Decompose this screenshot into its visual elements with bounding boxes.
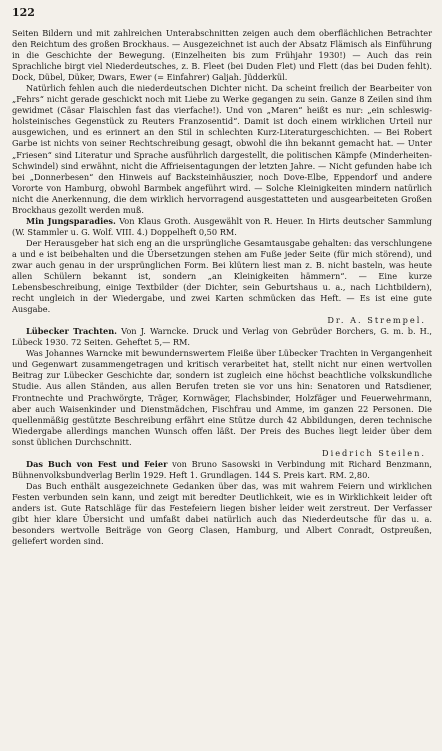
paragraph: Das Buch enthält ausgezeichnete Gedanken über das, was mit wahrem Feiern und wirklichen Festen verbunden sein kann, und zeigt mit beredter Deutlichkeit, wie es in Wirklichkeit leider oft anders ist. Gute Ratschläge für das Festefeiern liegen bisher leider weit zerstreut. Der Verfasser gibt hier klare Übersicht und umfaßt dabei natürlich auch das Niederdeutsche für das u. a. besonders wertvolle Beiträge von Georg Clasen, Hamburg, und Albert Conradt, Ostpreußen, geliefert worden sind. xyxy=(12,480,432,547)
review-entry xyxy=(12,459,432,481)
page-body xyxy=(12,28,432,547)
reviewer-signature: Dr. A. Strempel. xyxy=(327,315,426,326)
page-number: 122 xyxy=(12,6,35,19)
review-bibliography: Von Klaus Groth. Ausgewählt von R. Heuer. In Hirts deutscher Sammlung (W. Stammler u. G. Wolf. VIII. 4.) Doppelheft 0,50 RM. xyxy=(12,215,432,237)
reviewer-signature: Diedrich Steilen. xyxy=(322,447,426,458)
review-entry xyxy=(12,326,432,348)
review-bibliography: Von J. Warncke. Druck und Verlag von Gebrüder Borchers, G. m. b. H., Lübeck 1930. 72 Seiten. Geheftet 5,— RM. xyxy=(12,326,433,348)
review-title: Das Buch von Fest und Feier xyxy=(26,458,168,469)
review-title: Lübecker Trachten. xyxy=(26,326,118,337)
review-entry xyxy=(12,216,432,238)
paragraph: Seiten Bildern und mit zahlreichen Unterabschnitten zeigen auch dem oberflächlichen Betrachter den Reichtum des großen Brockhaus. — Ausgezeichnet ist auch der Absatz Flämisch als Einführung in die Geschichte der Bewegung. (Einzelheiten bis zum Frühjahr 1930!) — Auch das rein Sprachliche birgt viel Niederdeutsches, z. B. Fleet (bei Duden Flet) und Flett (das bei Duden fehlt). Dock, Dübel, Düker, Dwars, Ewer (= Einfahrer) Galjah. Jüdderkül. xyxy=(12,28,432,83)
paragraph: Der Herausgeber hat sich eng an die ursprüngliche Gesamtausgabe gehalten: das verschlungene a und e ist beibehalten und die Übersetzungen stehen am Fuße jeder Seite (für mich störend), und zwar auch genau in der ursprünglichen Form. Bei klütern liest man z. B. nicht basteln, was heute allen Schülern bekannt ist, sondern „an Kleinigkeiten hämmern“. — Eine kurze Lebensbeschreibung, einige Textbilder (der Dichter, sein Geburtshaus u. a., nach Lichtbildern), recht ungleich in der Wiedergabe, und zwei Karten schmücken das Heft. — Es ist eine gute Ausgabe. xyxy=(12,237,432,315)
review-title: Min Jungsparadies. xyxy=(26,215,116,226)
paragraph: Was Johannes Warncke mit bewundernswertem Fleiße über Lübecker Trachten in Vergangenheit und Gegenwart zusammengetragen und kritisch verarbeitet hat, stellt nicht nur einen wertvollen Beitrag zur Lübecker Geschichte dar, sondern ist zugleich eine höchst beachtliche volkskundliche Studie. Aus allen Ständen, aus allen Berufen treten sie vor uns hin: Senatoren und Ratsdiener, Frontnechte und Prachwörgte, Träger, Kornwäger, Flachsbinder, Holzfäger und Feuerwehrmann, aber auch Waisenkinder und Dienstmädchen, Fischfrau und Amme, im ganzen 22 Personen. Die quellenmäßig gestützte Beschreibung erfährt eine Stütze durch 42 Abbildungen, deren technische Wiedergabe allerdings manchen Wunsch offen läßt. Der Preis des Buches liegt leider über dem sonst üblichen Durchschnitt. xyxy=(12,348,432,447)
review-bibliography: von Bruno Sasowski in Verbindung mit Richard Benzmann, Bühnenvolksbundverlag Berlin 1929. Heft 1. Grundlagen. 144 S. Preis kart. RM. 2,80. xyxy=(12,458,432,480)
paragraph: Natürlich fehlen auch die niederdeutschen Dichter nicht. Da scheint freilich der Bearbeiter von „Fehrs“ nicht gerade geschickt noch mit Liebe zu Werke gegangen zu sein. Ganze 8 Zeilen sind ihm gewidmet (Cäsar Flaischlen fast das vierfache!). Und von „Maren“ heißt es nur: „ein schleswig-holsteinisches Gegenstück zu Reuters Franzosentid“. Damit ist doch einem wirklichen Urteil nur ausgewichen, und es erinnert an den Stil in schlechten Kurz-Literaturgeschichten. — Bei Robert Garbe ist nichts von seiner Rechtschreibung gesagt, obwohl die ihn bekannt gemacht hat. — Unter „Friesen“ sind Literatur und Sprache ausführlich dargestellt, die politischen Kämpfe (Minderheiten-Schwindel) sind erwähnt, nicht die Affrieisentagungen der letzten Jahre. — Nicht gefunden habe ich bei „Donnerbesen“ den Hinweis auf Backsteinhäuszier, noch Dove-Elbe, Eppendorf und andere Vororte von Hamburg, obwohl Barmbek angeführt wird. — Solche Kleinigkeiten mindern natürlich nicht die Anerkennung, die dem wirklich hervorragend ausgestatteten und ausgearbeiteten Großen Brockhaus gezollt werden muß. xyxy=(12,83,432,215)
